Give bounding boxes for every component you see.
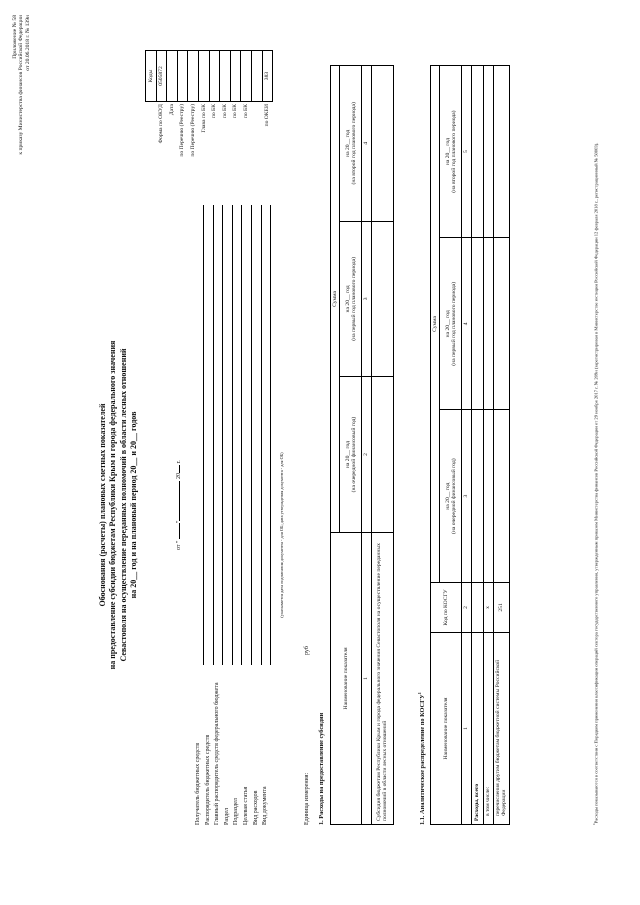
section11-table <box>430 65 510 825</box>
date-quote: " <box>176 520 182 523</box>
col-year: на 20__ год <box>344 285 351 313</box>
s11-sum-header: Сумма <box>431 66 440 583</box>
s11-col <box>440 238 462 410</box>
s1-cell <box>371 66 393 222</box>
header-field <box>233 225 243 825</box>
appendix-line: от 20.06.2018 г. № 139н <box>24 15 31 71</box>
header-fields <box>195 225 272 825</box>
code-row-label: по ОКЕИ <box>264 104 271 127</box>
s11-cell <box>483 66 493 238</box>
title-line: на 20__ год и на плановый период 20__ и 20__ годов <box>129 411 139 599</box>
codes-header: Коды <box>146 51 157 102</box>
header-field <box>243 225 253 825</box>
section11-title-text: 1.1. Аналитическое распределение по КОСГУ <box>419 694 427 825</box>
header-field-label: Распорядитель бюджетных средств <box>204 734 211 825</box>
col-year: на 20__ год <box>444 138 451 166</box>
unit-value: руб <box>304 646 310 655</box>
footnote-ref: 1 <box>417 692 422 695</box>
code-row-value <box>167 51 178 102</box>
s1-num: 2 <box>362 377 371 533</box>
col-note: (на второй год планового периода) <box>350 102 357 185</box>
code-row-label: Форма по ОКУД <box>158 104 165 144</box>
section11-title <box>418 692 426 825</box>
code-row-label: по БК <box>232 104 239 119</box>
col-note: (на второй год планового периода) <box>450 110 457 193</box>
header-field <box>214 225 224 825</box>
s11-cell <box>471 66 483 238</box>
s11-total-label: Расходы, всего <box>471 633 483 825</box>
date-prefix: от " <box>176 539 182 550</box>
col-note: (на первый год планового периода) <box>350 257 357 341</box>
header-field-label: Главный распорядитель средств федерального бюджета <box>214 682 221 825</box>
code-row-label: по БК <box>242 104 249 119</box>
s11-num: 4 <box>462 238 471 410</box>
code-row-value: 383 <box>262 51 273 102</box>
s1-num: 4 <box>362 66 371 222</box>
header-field <box>253 225 263 825</box>
date-year: 20 <box>176 473 182 480</box>
code-row-label: по БК <box>211 104 218 119</box>
header-field <box>224 225 234 825</box>
footnote-text: Расходы показываются в соответствии с Порядком применения классификации операций сектора государственного управления, утвержденным приказом Министерства финансов Российской Федерации от 29 ноября 2017 г. № 209н (зарегистрирован в Министерстве юстиции Российской Федерации 12 февраля 2018 г., регистрационный № 50003). <box>593 142 599 824</box>
code-row-value <box>209 51 220 102</box>
s1-num: 3 <box>362 221 371 377</box>
title-line: Севастополя на осуществление переданных полномочий в области лесных отношений <box>118 348 128 662</box>
code-row-value <box>241 51 252 102</box>
s11-incl-code: x <box>483 582 493 632</box>
code-row-value <box>230 51 241 102</box>
code-row-label: по БК <box>221 104 228 119</box>
unit-label: Единица измерения: <box>304 772 310 825</box>
page-title <box>98 245 140 765</box>
code-row-value <box>198 51 209 102</box>
header-field-label: Целевая статья <box>242 786 249 825</box>
s11-num: 2 <box>462 582 471 632</box>
code-row-value <box>188 51 199 102</box>
code-row-value: 0505872 <box>156 51 167 102</box>
date-note: (указывается дата подписания документа - для ОБ; дата утверждения документа - для ОБ) <box>279 452 284 618</box>
appendix-line: Приложение № 58 <box>12 15 18 59</box>
col-year: на 20__ год <box>344 129 351 157</box>
code-row-value <box>177 51 188 102</box>
code-row-label <box>251 102 262 161</box>
s11-num: 3 <box>462 410 471 582</box>
header-field <box>262 225 272 825</box>
date-suffix: г. <box>176 460 182 464</box>
s11-cell <box>471 582 483 632</box>
header-field <box>195 225 205 825</box>
s11-cell <box>483 410 493 582</box>
header-field-line <box>270 205 271 665</box>
col-note: (на первый год планового периода) <box>450 281 457 366</box>
code-row-value <box>220 51 231 102</box>
appendix-line: к приказу Министерства финансов Российской Федерации <box>18 15 25 155</box>
s1-col <box>340 66 362 222</box>
s1-sum-header: Сумма <box>331 66 340 533</box>
s11-sub-code: 251 <box>493 582 509 632</box>
header-field <box>205 225 215 825</box>
appendix-note <box>12 15 31 225</box>
code-row-value <box>251 51 262 102</box>
s1-cell <box>371 377 393 533</box>
header-field-label: Вид расходов <box>252 790 259 825</box>
s11-num: 1 <box>462 633 471 825</box>
header-field-label: Вид документа <box>262 786 269 825</box>
code-row-label: Дата <box>168 104 175 116</box>
s11-cell <box>493 410 509 582</box>
code-row-label: по Перечню (Реестру) <box>179 104 186 157</box>
section1-title: 1. Расходы на предоставление субсидии <box>318 712 325 825</box>
code-row-label: Глава по БК <box>200 104 207 133</box>
s11-incl-label: в том числе: <box>483 633 493 825</box>
col-year: на 20__ год <box>444 310 451 338</box>
s11-cell <box>483 238 493 410</box>
s11-num: 5 <box>462 66 471 238</box>
codes-table <box>145 50 273 160</box>
s1-row-label: Субсидия бюджетам Республики Крым и города федерального значения Севастополя на осуществление переданных полномочий в области лесных отношений <box>371 532 393 824</box>
section1-table <box>330 65 394 825</box>
s11-cell <box>493 238 509 410</box>
s11-col <box>440 410 462 582</box>
footnote <box>592 65 600 825</box>
title-line: Обоснования (расчеты) плановых сметных показателей <box>98 403 107 607</box>
title-line: на предоставление субсидии бюджетам Республики Крым и города федерального значения <box>108 340 118 670</box>
s11-col <box>440 66 462 238</box>
s11-cell <box>471 410 483 582</box>
date-line <box>176 400 183 550</box>
s11-sub-label: перечисления другим бюджетам бюджетной системы Российской Федерации <box>493 633 509 825</box>
unit-row <box>304 145 311 825</box>
header-field-label: Получатель бюджетных средств <box>195 742 201 825</box>
col-year: на 20__ год <box>344 440 351 469</box>
footnote-mark: 1 <box>592 823 596 825</box>
code-row-label: по Перечню (Реестру) <box>189 104 196 157</box>
s11-name-header: Наименование показателя <box>431 633 462 825</box>
s11-code-header: Код по КОСГУ <box>431 582 462 632</box>
col-note: (на очередной финансовый год) <box>450 458 457 534</box>
s11-cell <box>471 238 483 410</box>
codes-label-spacer <box>146 102 157 161</box>
s1-col <box>340 377 362 533</box>
s1-cell <box>371 221 393 377</box>
header-field-label: Раздел <box>223 808 230 825</box>
s1-name-header: Наименование показателя <box>331 532 362 824</box>
s11-cell <box>493 66 509 238</box>
col-year: на 20__ год <box>444 482 451 510</box>
col-note: (на очередной финансовый год) <box>350 416 357 493</box>
s1-num: 1 <box>362 532 371 824</box>
s1-col <box>340 221 362 377</box>
header-field-label: Подраздел <box>233 798 240 825</box>
